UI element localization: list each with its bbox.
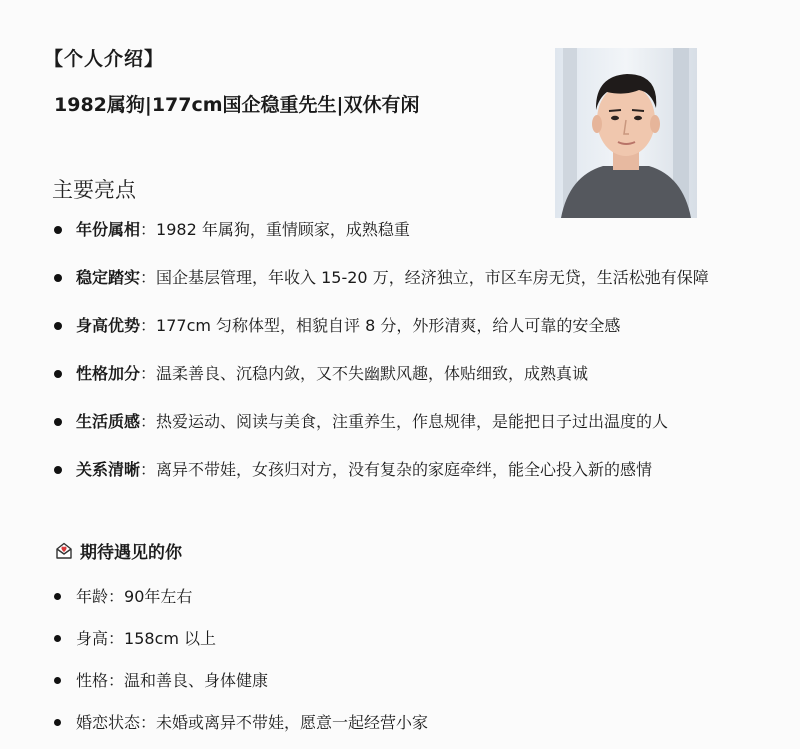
separator: ： <box>108 671 125 690</box>
highlight-key: 身高优势 <box>76 316 141 335</box>
highlight-key: 年份属相 <box>76 220 141 239</box>
highlight-key: 关系清晰 <box>76 460 141 479</box>
list-item <box>52 212 772 260</box>
bullet-icon <box>54 370 62 378</box>
highlight-text: 离异不带娃，女孩归对方，没有复杂的家庭牵绊，能全心投入新的感情 <box>156 460 653 479</box>
expect-title-text: 期待遇见的你 <box>80 543 182 563</box>
list-item <box>52 708 772 750</box>
highlight-text: 国企基层管理，年收入 15-20 万，经济独立，市区车房无贷，生活松弛有保障 <box>156 268 709 287</box>
bullet-icon <box>54 593 61 600</box>
portrait-image <box>555 48 697 218</box>
bullet-icon <box>54 466 62 474</box>
highlight-text: 温柔善良、沉稳内敛，又不失幽默风趣，体贴细致，成熟真诚 <box>156 364 589 383</box>
separator: ： <box>140 460 157 479</box>
bullet-icon <box>54 322 62 330</box>
separator: ： <box>140 316 157 335</box>
profile-photo <box>555 48 697 218</box>
expect-text: 158cm 以上 <box>124 629 217 648</box>
separator: ： <box>140 412 157 431</box>
expect-text: 温和善良、身体健康 <box>124 671 269 690</box>
highlight-key: 稳定踏实 <box>76 268 141 287</box>
highlight-text: 热爱运动、阅读与美食，注重养生，作息规律，是能把日子过出温度的人 <box>156 412 669 431</box>
bullet-icon <box>54 719 61 726</box>
highlight-text: 1982 年属狗，重情顾家，成熟稳重 <box>156 220 410 239</box>
expect-text: 未婚或离异不带娃，愿意一起经营小家 <box>156 713 429 732</box>
headline: 1982属狗|177cm国企稳重先生|双休有闲 <box>54 94 420 116</box>
expect-label: 性格 <box>76 671 109 690</box>
highlight-text: 177cm 匀称体型，相貌自评 8 分，外形清爽，给人可靠的安全感 <box>156 316 621 335</box>
expect-label: 婚恋状态 <box>76 713 141 732</box>
list-item <box>52 582 772 624</box>
highlights-list <box>52 212 772 500</box>
list-item <box>52 404 772 452</box>
list-item <box>52 452 772 500</box>
expect-label: 身高 <box>76 629 109 648</box>
list-item <box>52 666 772 708</box>
separator: ： <box>140 364 157 383</box>
highlights-title: 主要亮点 <box>52 178 136 202</box>
expect-title <box>54 538 182 563</box>
separator: ： <box>140 220 157 239</box>
separator: ： <box>108 629 125 648</box>
expect-list <box>52 582 772 750</box>
highlight-key: 性格加分 <box>76 364 141 383</box>
separator: ： <box>140 268 157 287</box>
bullet-icon <box>54 418 62 426</box>
bullet-icon <box>54 274 62 282</box>
bullet-icon <box>54 677 61 684</box>
bullet-icon <box>54 635 61 642</box>
bullet-icon <box>54 226 62 234</box>
list-item <box>52 260 772 308</box>
expect-label: 年龄 <box>76 587 109 606</box>
list-item <box>52 308 772 356</box>
list-item <box>52 624 772 666</box>
separator: ： <box>140 713 157 732</box>
separator: ： <box>108 587 125 606</box>
list-item <box>52 356 772 404</box>
expect-text: 90年左右 <box>124 587 193 606</box>
love-letter-icon <box>54 541 74 561</box>
highlight-key: 生活质感 <box>76 412 141 431</box>
section-tag: 【个人介绍】 <box>44 48 165 70</box>
